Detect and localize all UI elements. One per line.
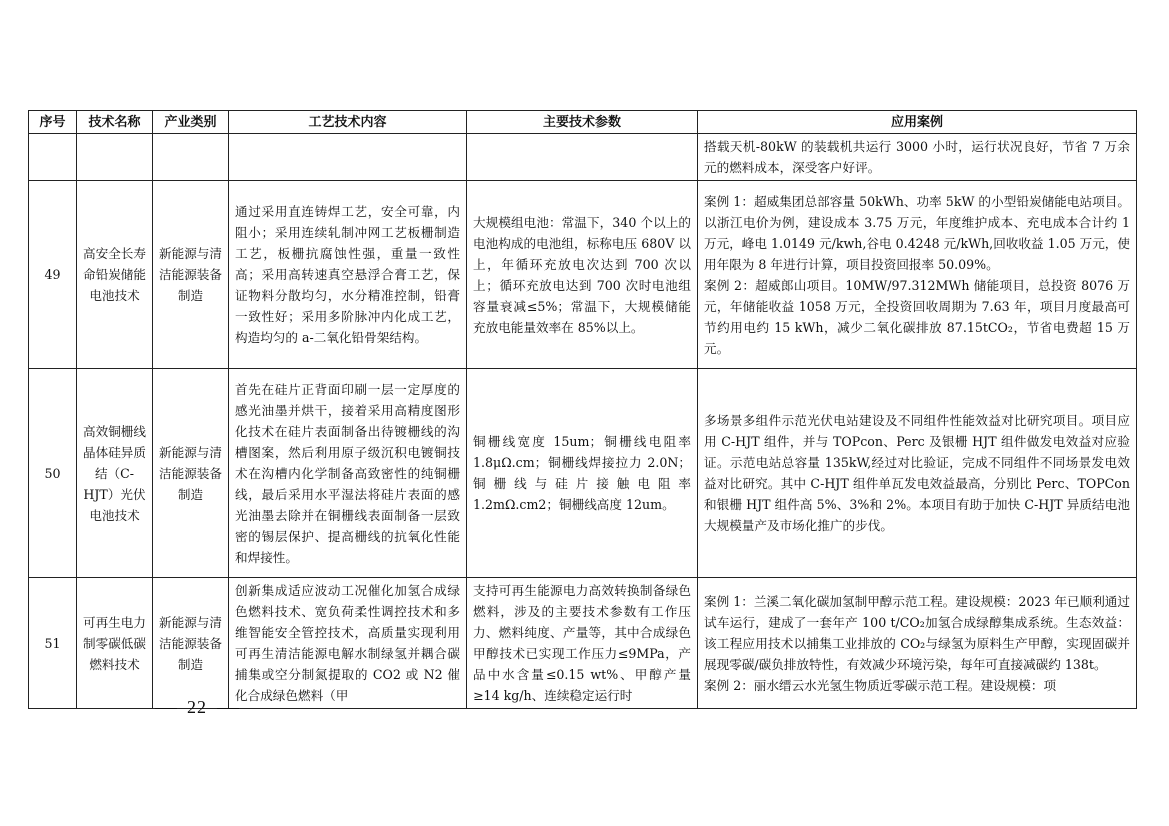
cell-serial: 50 [29, 369, 77, 578]
case-paragraph: 案例 2：超威郎山项目。10MW/97.312MWh 储能项目，总投资 8076 万元，年储能收益 1058 万元，全投资回收周期为 7.63 年，项目月度最高可节约用电约 15 kWh，减少二氧化碳排放 87.15tCO₂，节省电费超 15 万元。 [704, 277, 1130, 356]
cell-category: 新能源与清洁能源装备制造 [153, 369, 229, 578]
cell-case-continuation: 搭载天机-80kW 的装载机共运行 3000 小时，运行状况良好，节省 7 万余元的燃料成本，深受客户好评。 [698, 134, 1137, 181]
page-number [145, 697, 249, 718]
cell-empty [467, 134, 698, 181]
page-number-text: 22 [187, 697, 207, 717]
cell-tech-name: 高效铜栅线晶体硅异质结（C-HJT）光伏电池技术 [77, 369, 153, 578]
cell-category: 新能源与清洁能源装备制造 [153, 181, 229, 369]
table-header-row [29, 111, 1137, 134]
dash-right [217, 708, 239, 709]
cell-params: 支持可再生能源电力高效转换制备绿色燃料，涉及的主要技术参数有工作压力、燃料纯度、产量等，其中合成绿色甲醇技术已实现工作压力≤9MPa，产品中水含量≤0.15 wt%、甲醇产量≥14 kg/h、连续稳定运行时 [467, 578, 698, 709]
cell-params: 大规模组电池：常温下，340 个以上的电池构成的电池组，标称电压 680V 以上，年循环充放电次达到 700 次以上；循环充放电达到 700 次时电池组容量衰减≤5%；常温下，大规模储能充放电能量效率在 85%以上。 [467, 181, 698, 369]
cell-cases [698, 181, 1137, 369]
dash-left [155, 708, 177, 709]
cell-empty [229, 134, 467, 181]
case-paragraph: 案例 1：超威集团总部容量 50kWh、功率 5kW 的小型铅炭储能电站项目。以浙江电价为例，建设成本 3.75 万元，年度维护成本、充电成本合计约 1 万元，峰电 1.0149 元/kwh,谷电 0.4248 元/kWh,回收收益 1.05 万元，使用年限为 8 年进行计算，项目投资回报率 50.09%。 [704, 193, 1130, 272]
cell-params: 铜栅线宽度 15um；铜栅线电阻率 1.8μΩ.cm；铜栅线焊接拉力 2.0N；铜栅线与硅片接触电阻率 1.2mΩ.cm2；铜栅线高度 12um。 [467, 369, 698, 578]
cell-category: 新能源与清洁能源装备制造 [153, 578, 229, 709]
table-row [29, 181, 1137, 369]
table-row [29, 578, 1137, 709]
cell-tech-name: 高安全长寿命铅炭储能电池技术 [77, 181, 153, 369]
header-main-params: 主要技术参数 [467, 111, 698, 134]
case-paragraph: 案例 1：兰溪二氧化碳加氢制甲醇示范工程。建设规模：2023 年已顺利通过试车运行，建成了一套年产 100 t/CO₂加氢合成绿醇集成系统。生态效益：该工程应用技术以捕集工业排放的 CO₂与绿氢为原料生产甲醇，实现固碳并展现零碳/碳负排放特性，有效减少环境污染，每年可直接减碳约 138t。 [704, 593, 1130, 672]
cell-tech-name: 可再生电力制零碳低碳燃料技术 [77, 578, 153, 709]
cell-cases [698, 369, 1137, 578]
header-application-cases: 应用案例 [698, 111, 1137, 134]
cell-process: 创新集成适应波动工况催化加氢合成绿色燃料技术、宽负荷柔性调控技术和多维智能安全管控技术，高质量实现利用可再生清洁能源电解水制绿氢并耦合碳捕集或空分制氮提取的 CO2 或 N2 催化合成绿色燃料（甲 [229, 578, 467, 709]
cell-process: 首先在硅片正背面印刷一层一定厚度的感光油墨并烘干，接着采用高精度图形化技术在硅片表面制备出待镀栅线的沟槽图案，然后利用原子级沉积电镀铜技术在沟槽内化学制备高致密性的纯铜栅线，最后采用水平湿法将硅片表面的感光油墨去除并在铜栅线表面制备一层致密的锡层保护、提高栅线的抗氧化性能和焊接性。 [229, 369, 467, 578]
cell-process: 通过采用直连铸焊工艺，安全可靠，内阻小；采用连续轧制冲网工艺板栅制造工艺，板栅抗腐蚀性强，重量一致性高；采用高转速真空悬浮合膏工艺，保证物料分散均匀，水分精准控制，铅膏一致性好；采用多阶脉冲内化成工艺，构造均匀的 a-二氧化铅骨架结构。 [229, 181, 467, 369]
header-serial: 序号 [29, 111, 77, 134]
cell-empty [77, 134, 153, 181]
table-row-continuation [29, 134, 1137, 181]
header-tech-name: 技术名称 [77, 111, 153, 134]
cell-serial: 49 [29, 181, 77, 369]
cell-empty [153, 134, 229, 181]
case-paragraph: 多场景多组件示范光伏电站建设及不同组件性能效益对比研究项目。项目应用 C-HJT 组件，并与 TOPcon、Perc 及银栅 HJT 组件做发电效益对应验证。示范电站总容量 135kW,经过对比验证，完成不同组件不同场景发电效益对比研究。其中 C-HJT 组件单瓦发电效益最高，分别比 Perc、TOPCon 和银栅 HJT 组件高 5%、3%和 2%。本项目有助于加快 C-HJT 异质结电池大规模量产及市场化推广的步伐。 [704, 413, 1130, 533]
cell-cases [698, 578, 1137, 709]
cell-empty [29, 134, 77, 181]
case-paragraph: 案例 2：丽水缙云水光氢生物质近零碳示范工程。建设规模：项 [704, 677, 1057, 693]
cell-serial: 51 [29, 578, 77, 709]
header-process-content: 工艺技术内容 [229, 111, 467, 134]
table-row [29, 369, 1137, 578]
technology-table [28, 110, 1137, 709]
header-industry-category: 产业类别 [153, 111, 229, 134]
